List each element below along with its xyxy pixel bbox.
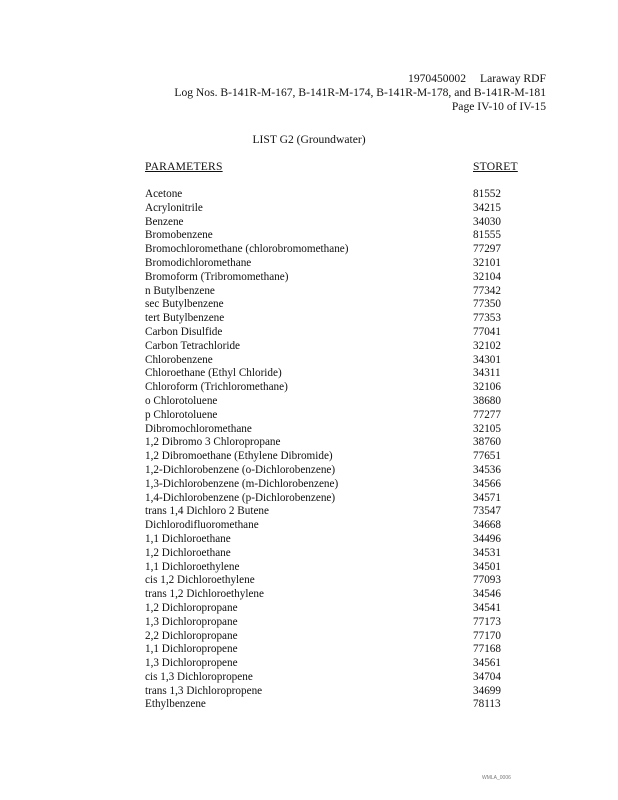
parameters-column-header: PARAMETERS <box>145 160 223 173</box>
storet-code: 32104 <box>473 270 501 283</box>
storet-code: 32102 <box>473 339 501 352</box>
parameter-name: cis 1,2 Dichloroethylene <box>145 574 255 587</box>
storet-code: 34496 <box>473 532 501 545</box>
parameter-name: Bromobenzene <box>145 229 213 242</box>
storet-code: 34536 <box>473 463 501 476</box>
storet-code: 34301 <box>473 353 501 366</box>
storet-code: 32105 <box>473 422 501 435</box>
table-row <box>145 340 525 354</box>
storet-code: 81555 <box>473 229 501 242</box>
storet-code: 77173 <box>473 615 501 628</box>
header-doc-line <box>174 72 546 86</box>
parameter-name: tert Butylbenzene <box>145 312 225 325</box>
parameter-name: o Chlorotoluene <box>145 394 218 407</box>
parameter-name: 1,3 Dichloropropene <box>145 657 238 670</box>
table-row <box>145 229 525 243</box>
parameter-name: sec Butylbenzene <box>145 298 224 311</box>
table-row <box>145 243 525 257</box>
storet-code: 34531 <box>473 546 501 559</box>
parameter-name: Acrylonitrile <box>145 201 203 214</box>
table-row <box>145 381 525 395</box>
storet-code: 32106 <box>473 381 501 394</box>
parameter-name: Carbon Disulfide <box>145 325 223 338</box>
parameter-name: 1,1 Dichloroethylene <box>145 560 240 573</box>
storet-code: 34699 <box>473 684 501 697</box>
list-title: LIST G2 (Groundwater) <box>252 133 366 146</box>
table-row <box>145 450 525 464</box>
site-name: Laraway RDF <box>479 72 546 85</box>
log-numbers: Log Nos. B-141R-M-167, B-141R-M-174, B-141R-M-178, and B-141R-M-181 <box>174 86 546 100</box>
parameter-name: 1,1 Dichloroethane <box>145 532 231 545</box>
storet-code: 34561 <box>473 657 501 670</box>
table-row <box>145 574 525 588</box>
parameter-name: Dichlorodifluoromethane <box>145 519 259 532</box>
parameter-name: Bromodichloromethane <box>145 256 252 269</box>
table-row <box>145 271 525 285</box>
parameter-name: 1,3-Dichlorobenzene (m-Dichlorobenzene) <box>145 477 339 490</box>
table-row <box>145 423 525 437</box>
parameter-name: 1,3 Dichloropropane <box>145 615 238 628</box>
storet-code: 34704 <box>473 670 501 683</box>
parameter-name: Chlorobenzene <box>145 353 213 366</box>
table-row <box>145 367 525 381</box>
parameter-name: trans 1,4 Dichloro 2 Butene <box>145 505 269 518</box>
table-row <box>145 505 525 519</box>
parameter-name: Acetone <box>145 188 183 200</box>
parameter-name: Carbon Tetrachloride <box>145 339 240 352</box>
table-row <box>145 492 525 506</box>
table-row <box>145 519 525 533</box>
storet-code: 77353 <box>473 312 501 325</box>
parameter-name: trans 1,2 Dichloroethylene <box>145 588 264 601</box>
table-row <box>145 671 525 685</box>
parameter-name: p Chlorotoluene <box>145 408 218 421</box>
storet-column-header: STORET <box>473 160 518 173</box>
storet-code: 77170 <box>473 629 501 642</box>
table-row <box>145 464 525 478</box>
table-row <box>145 188 525 202</box>
parameter-name: 1,2 Dibromo 3 Chloropropane <box>145 436 281 449</box>
table-row <box>145 547 525 561</box>
storet-code: 34215 <box>473 201 501 214</box>
parameter-name: 1,2 Dichloropropane <box>145 601 238 614</box>
table-row <box>145 698 525 712</box>
table-row <box>145 643 525 657</box>
storet-code: 81552 <box>473 188 501 200</box>
table-row <box>145 685 525 699</box>
parameter-name: Dibromochloromethane <box>145 422 252 435</box>
page-number: Page IV-10 of IV-15 <box>451 100 546 114</box>
doc-id: 1970450002 <box>408 72 466 85</box>
table-row <box>145 616 525 630</box>
storet-code: 77350 <box>473 298 501 311</box>
table-row <box>145 436 525 450</box>
footer-stamp: WMLA_0006 <box>482 775 511 781</box>
storet-code: 34566 <box>473 477 501 490</box>
table-row <box>145 409 525 423</box>
table-row <box>145 312 525 326</box>
parameter-name: Benzene <box>145 215 184 228</box>
storet-code: 77093 <box>473 574 501 587</box>
storet-code: 77277 <box>473 408 501 421</box>
storet-code: 34501 <box>473 560 501 573</box>
storet-code: 77651 <box>473 450 501 463</box>
storet-code: 77168 <box>473 643 501 656</box>
storet-code: 34571 <box>473 491 501 504</box>
storet-code: 34668 <box>473 519 501 532</box>
table-row <box>145 533 525 547</box>
table-row <box>145 602 525 616</box>
table-row <box>145 285 525 299</box>
table-row <box>145 588 525 602</box>
table-row <box>145 478 525 492</box>
parameter-name: 1,2 Dibromoethane (Ethylene Dibromide) <box>145 450 333 463</box>
table-row <box>145 630 525 644</box>
storet-code: 78113 <box>473 698 501 711</box>
storet-code: 38760 <box>473 436 501 449</box>
storet-code: 34030 <box>473 215 501 228</box>
table-row <box>145 216 525 230</box>
parameter-name: 1,2-Dichlorobenzene (o-Dichlorobenzene) <box>145 463 336 476</box>
table-row <box>145 657 525 671</box>
parameter-name: Chloroform (Trichloromethane) <box>145 381 288 394</box>
table-row <box>145 298 525 312</box>
storet-code: 77041 <box>473 325 501 338</box>
parameter-name: 2,2 Dichloropropane <box>145 629 238 642</box>
parameter-name: Ethylbenzene <box>145 698 206 711</box>
parameter-name: Bromochloromethane (chlorobromomethane) <box>145 243 349 256</box>
parameter-name: 1,2 Dichloroethane <box>145 546 231 559</box>
parameter-name: Bromoform (Tribromomethane) <box>145 270 289 283</box>
page-header <box>174 72 546 115</box>
storet-code: 38680 <box>473 394 501 407</box>
parameter-list <box>145 188 525 712</box>
table-row <box>145 257 525 271</box>
storet-code: 77342 <box>473 284 501 297</box>
parameter-name: cis 1,3 Dichloropropene <box>145 670 253 683</box>
table-row <box>145 395 525 409</box>
storet-code: 32101 <box>473 256 501 269</box>
table-row <box>145 354 525 368</box>
storet-code: 77297 <box>473 243 501 256</box>
table-row <box>145 326 525 340</box>
parameter-name: n Butylbenzene <box>145 284 215 297</box>
storet-code: 34546 <box>473 588 501 601</box>
table-row <box>145 561 525 575</box>
parameter-name: trans 1,3 Dichloropropene <box>145 684 263 697</box>
parameter-name: Chloroethane (Ethyl Chloride) <box>145 367 282 380</box>
parameter-name: 1,4-Dichlorobenzene (p-Dichlorobenzene) <box>145 491 336 504</box>
storet-code: 34311 <box>473 367 501 380</box>
storet-code: 34541 <box>473 601 501 614</box>
storet-code: 73547 <box>473 505 501 518</box>
table-row <box>145 202 525 216</box>
parameter-name: 1,1 Dichloropropene <box>145 643 238 656</box>
